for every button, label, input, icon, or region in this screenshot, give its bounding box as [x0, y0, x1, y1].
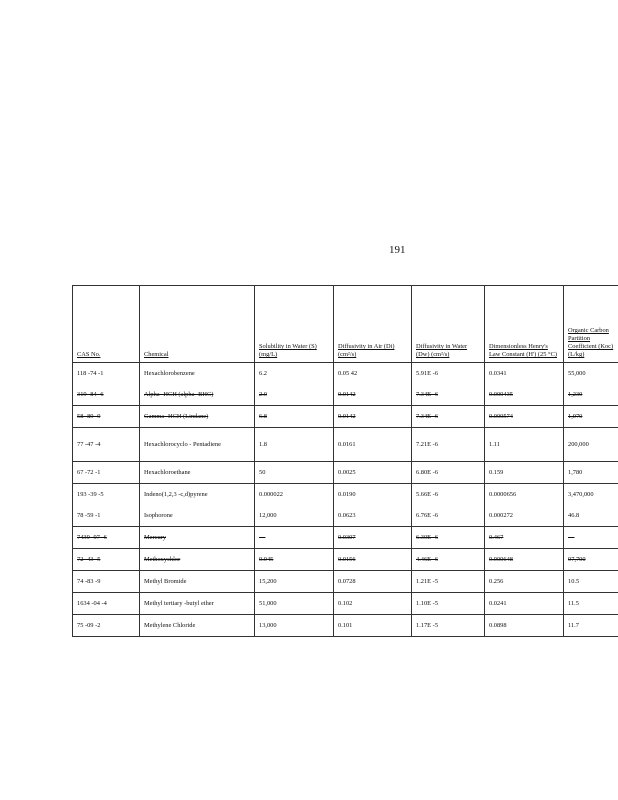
cell-cas: 67 -72 -1 — [73, 462, 140, 484]
table-row — [73, 384, 618, 406]
page-number: 191 — [389, 244, 406, 256]
header-koc: Organic Carbon Partition Coefficient (Koc) (L/kg) — [564, 286, 618, 363]
cell-diffusivity-air: 0.0156 — [334, 549, 412, 571]
cell-chemical: Hexachlorocyclo - Pentadiene — [140, 428, 255, 462]
cell-diffusivity-air: 0.0623 — [334, 505, 412, 527]
cell-henry: 1.11 — [485, 428, 564, 462]
cell-cas: 118 -74 -1 — [73, 363, 140, 385]
cell-chemical: Methoxychlor — [140, 549, 255, 571]
header-cas-number: CAS No. — [73, 286, 140, 363]
cell-diffusivity-air: 0.0025 — [334, 462, 412, 484]
header-diffusivity-air: Diffusivity in Air (Di) (cm²/s) — [334, 286, 412, 363]
cell-solubility: — — [255, 527, 334, 549]
cell-koc: — — [564, 527, 618, 549]
cell-diffusivity-water: 4.46E -6 — [412, 549, 485, 571]
cell-solubility: 1.8 — [255, 428, 334, 462]
cell-henry: 0.0898 — [485, 615, 564, 637]
chemical-properties-table — [72, 285, 618, 637]
cell-solubility: 13,000 — [255, 615, 334, 637]
cell-cas: 319 -84 -6 — [73, 384, 140, 406]
cell-henry: 0.467 — [485, 527, 564, 549]
cell-diffusivity-water: 7.21E -6 — [412, 428, 485, 462]
cell-chemical: Indeno(1,2,3 -c,d)pyrene — [140, 484, 255, 506]
header-solubility: Solubility in Water (S) (mg/L) — [255, 286, 334, 363]
cell-diffusivity-air: 0.0307 — [334, 527, 412, 549]
cell-diffusivity-air: 0.05 42 — [334, 363, 412, 385]
cell-henry: 0.256 — [485, 571, 564, 593]
cell-chemical: Methyl Bromide — [140, 571, 255, 593]
cell-chemical: Mercury — [140, 527, 255, 549]
cell-henry: 0.0000656 — [485, 484, 564, 506]
cell-chemical: Gamma -HCH (Lindane) — [140, 406, 255, 428]
cell-koc: 11.5 — [564, 593, 618, 615]
cell-solubility: 15,200 — [255, 571, 334, 593]
cell-solubility: 12,000 — [255, 505, 334, 527]
cell-solubility: 51,000 — [255, 593, 334, 615]
cell-diffusivity-water: 6.30E -6 — [412, 527, 485, 549]
cell-cas: 72 -43 -5 — [73, 549, 140, 571]
cell-cas: 77 -47 -4 — [73, 428, 140, 462]
cell-cas: 58 -89 -9 — [73, 406, 140, 428]
cell-diffusivity-water: 6.76E -6 — [412, 505, 485, 527]
cell-diffusivity-air: 0.0142 — [334, 406, 412, 428]
cell-koc: 1,230 — [564, 384, 618, 406]
cell-diffusivity-water: 1.10E -5 — [412, 593, 485, 615]
table-row — [73, 527, 618, 549]
table-row — [73, 363, 618, 385]
cell-koc: 97,700 — [564, 549, 618, 571]
cell-diffusivity-air: 0.102 — [334, 593, 412, 615]
cell-koc: 3,470,000 — [564, 484, 618, 506]
cell-solubility: 6.8 — [255, 406, 334, 428]
cell-koc: 55,000 — [564, 363, 618, 385]
header-diffusivity-water: Diffusivity in Water (Dw) (cm²/s) — [412, 286, 485, 363]
cell-cas: 1634 -04 -4 — [73, 593, 140, 615]
header-henry-constant: Dimensionless Henry's Law Constant (H') (25 °C) — [485, 286, 564, 363]
cell-diffusivity-water: 5.91E -6 — [412, 363, 485, 385]
cell-diffusivity-air: 0.0142 — [334, 384, 412, 406]
table-row — [73, 462, 618, 484]
cell-koc: 1,780 — [564, 462, 618, 484]
cell-henry: 0.0241 — [485, 593, 564, 615]
table-header-row — [73, 286, 618, 363]
cell-henry: 0.000272 — [485, 505, 564, 527]
cell-diffusivity-air: 0.0190 — [334, 484, 412, 506]
cell-diffusivity-water: 7.34E -6 — [412, 384, 485, 406]
cell-diffusivity-water: 5.66E -6 — [412, 484, 485, 506]
cell-solubility: 6.2 — [255, 363, 334, 385]
cell-chemical: Isophorone — [140, 505, 255, 527]
cell-chemical: Methylene Chloride — [140, 615, 255, 637]
table-row — [73, 484, 618, 506]
cell-koc: 11.7 — [564, 615, 618, 637]
table-row — [73, 549, 618, 571]
table-row — [73, 593, 618, 615]
cell-cas: 193 -39 -5 — [73, 484, 140, 506]
table-row — [73, 615, 618, 637]
cell-diffusivity-air: 0.0728 — [334, 571, 412, 593]
cell-cas: 7439 -97 -6 — [73, 527, 140, 549]
cell-henry: 0.159 — [485, 462, 564, 484]
cell-diffusivity-water: 1.17E -5 — [412, 615, 485, 637]
cell-koc: 1,070 — [564, 406, 618, 428]
cell-koc: 46.8 — [564, 505, 618, 527]
cell-diffusivity-water: 7.34E -6 — [412, 406, 485, 428]
cell-diffusivity-air: 0.101 — [334, 615, 412, 637]
cell-cas: 74 -83 -9 — [73, 571, 140, 593]
cell-diffusivity-air: 0.0161 — [334, 428, 412, 462]
table-row — [73, 571, 618, 593]
cell-cas: 78 -59 -1 — [73, 505, 140, 527]
cell-henry: 0.000574 — [485, 406, 564, 428]
cell-solubility: 50 — [255, 462, 334, 484]
cell-solubility: 0.045 — [255, 549, 334, 571]
cell-diffusivity-water: 6.80E -6 — [412, 462, 485, 484]
cell-koc: 200,000 — [564, 428, 618, 462]
cell-henry: 0.0341 — [485, 363, 564, 385]
table-row — [73, 505, 618, 527]
cell-henry: 0.000435 — [485, 384, 564, 406]
cell-chemical: Alpha -HCH (alpha -BHC) — [140, 384, 255, 406]
header-chemical: Chemical — [140, 286, 255, 363]
cell-chemical: Hexachlorobenzene — [140, 363, 255, 385]
cell-diffusivity-water: 1.21E -5 — [412, 571, 485, 593]
cell-chemical: Methyl tertiary -butyl ether — [140, 593, 255, 615]
cell-chemical: Hexachloroethane — [140, 462, 255, 484]
cell-solubility: 0.000022 — [255, 484, 334, 506]
cell-koc: 10.5 — [564, 571, 618, 593]
table-row — [73, 428, 618, 462]
cell-solubility: 2.0 — [255, 384, 334, 406]
cell-henry: 0.000648 — [485, 549, 564, 571]
cell-cas: 75 -09 -2 — [73, 615, 140, 637]
table-row — [73, 406, 618, 428]
